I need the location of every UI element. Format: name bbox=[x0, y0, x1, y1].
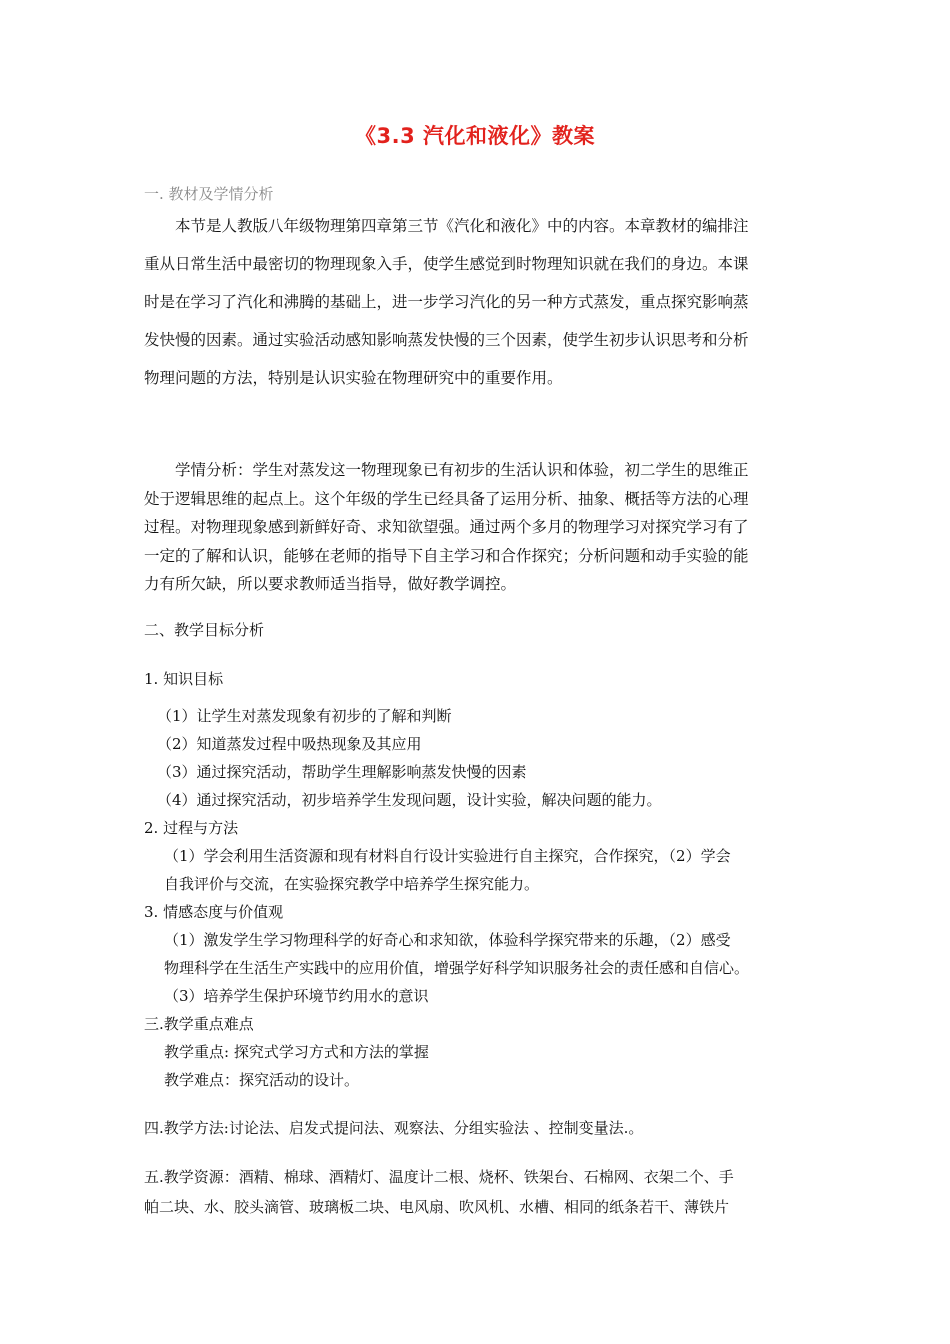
process-methods-line: 自我评价与交流，在实验探究教学中培养学生探究能力。 bbox=[164, 875, 540, 893]
document-title: 《3.3 汽化和液化》教案 bbox=[354, 124, 595, 148]
learner-analysis-paragraph bbox=[144, 456, 808, 599]
knowledge-goal-item: （3）通过探究活动，帮助学生理解影响蒸发快慢的因素 bbox=[157, 763, 527, 781]
process-methods-line: （1）学会利用生活资源和现有材料自行设计实验进行自主探究，合作探究，（2）学会 bbox=[164, 847, 731, 865]
paragraph-line: 时是在学习了汽化和沸腾的基础上，进一步学习汽化的另一种方式蒸发，重点探究影响蒸 bbox=[144, 293, 749, 311]
paragraph-line: 本节是人教版八年级物理第四章第三节《汽化和液化》中的内容。本章教材的编排注 bbox=[144, 217, 749, 235]
section-1-heading: 一. 教材及学情分析 bbox=[144, 185, 274, 203]
section-4-teaching-methods: 四.教学方法:讨论法、启发式提问法、观察法、分组实验法 、控制变量法.。 bbox=[144, 1119, 644, 1137]
paragraph-line: 重从日常生活中最密切的物理现象入手，使学生感觉到时物理知识就在我们的身边。本课 bbox=[144, 255, 749, 273]
paragraph-line: 处于逻辑思维的起点上。这个年级的学生已经具备了运用分析、抽象、概括等方法的心理 bbox=[144, 489, 749, 508]
knowledge-goals-heading: 1. 知识目标 bbox=[144, 670, 224, 688]
section-3-heading: 三.教学重点难点 bbox=[144, 1015, 254, 1033]
teaching-focus: 教学重点: 探究式学习方式和方法的掌握 bbox=[164, 1043, 429, 1061]
section-1-paragraph bbox=[144, 207, 808, 397]
process-methods-heading: 2. 过程与方法 bbox=[144, 819, 239, 837]
section-2-heading: 二、教学目标分析 bbox=[144, 621, 265, 639]
section-5-resources-line: 帕二块、水、胶头滴管、玻璃板二块、电风扇、吹风机、水槽、相同的纸条若干、薄铁片 bbox=[144, 1198, 730, 1216]
attitude-values-line: 物理科学在生活生产实践中的应用价值，增强学好科学知识服务社会的责任感和自信心。 bbox=[164, 959, 750, 977]
attitude-values-line: （1）激发学生学习物理科学的好奇心和求知欲，体验科学探究带来的乐趣，（2）感受 bbox=[164, 931, 731, 949]
paragraph-line: 发快慢的因素。通过实验活动感知影响蒸发快慢的三个因素，使学生初步认识思考和分析 bbox=[144, 331, 749, 349]
paragraph-line: 一定的了解和认识，能够在老师的指导下自主学习和合作探究；分析问题和动手实验的能 bbox=[144, 546, 749, 565]
knowledge-goal-item: （1）让学生对蒸发现象有初步的了解和判断 bbox=[157, 707, 452, 725]
attitude-values-heading: 3. 情感态度与价值观 bbox=[144, 903, 284, 921]
paragraph-line: 学情分析：学生对蒸发这一物理现象已有初步的生活认识和体验，初二学生的思维正 bbox=[144, 461, 749, 479]
knowledge-goal-item: （4）通过探究活动，初步培养学生发现问题，设计实验，解决问题的能力。 bbox=[157, 791, 662, 809]
paragraph-line: 过程。对物理现象感到新鲜好奇、求知欲望强。通过两个多月的物理学习对探究学习有了 bbox=[144, 518, 749, 536]
paragraph-line: 物理问题的方法，特别是认识实验在物理研究中的重要作用。 bbox=[144, 369, 563, 387]
knowledge-goal-item: （2）知道蒸发过程中吸热现象及其应用 bbox=[157, 735, 422, 753]
paragraph-line: 力有所欠缺，所以要求教师适当指导，做好教学调控。 bbox=[144, 575, 517, 593]
section-5-resources-line: 五.教学资源：酒精、棉球、酒精灯、温度计二根、烧杯、铁架台、石棉网、衣架二个、手 bbox=[144, 1168, 734, 1186]
attitude-values-line: （3）培养学生保护环境节约用水的意识 bbox=[164, 987, 429, 1005]
teaching-difficulty: 教学难点：探究活动的设计。 bbox=[164, 1071, 360, 1089]
